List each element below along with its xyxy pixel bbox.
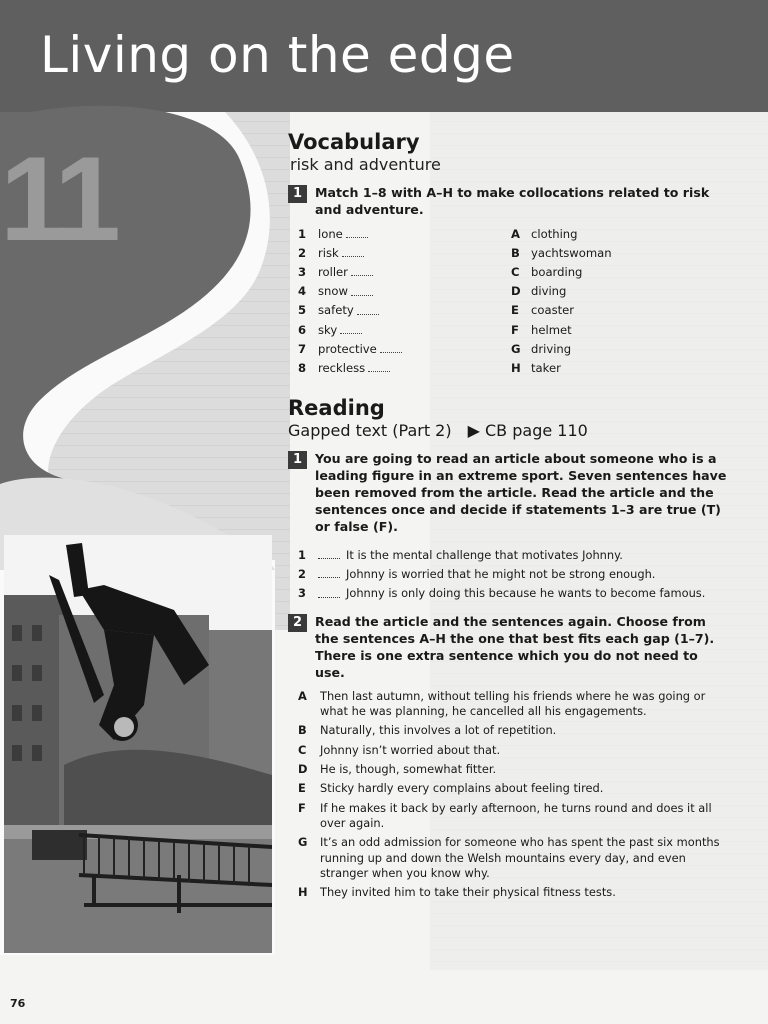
statement-item: 1 It is the mental challenge that motivates Johnny. bbox=[298, 547, 623, 562]
task-number-box: 1 bbox=[288, 185, 307, 203]
chapter-title: Living on the edge bbox=[40, 26, 515, 84]
match-right-item: H taker bbox=[511, 360, 561, 375]
match-left-item: 1 lone bbox=[298, 224, 402, 243]
answer-blank[interactable] bbox=[318, 569, 340, 578]
match-left-item: 6 sky bbox=[298, 320, 402, 339]
photo-backflip-street bbox=[4, 535, 272, 953]
option-item: B Naturally, this involves a lot of repetition. bbox=[298, 723, 557, 738]
match-left-item: 3 roller bbox=[298, 262, 402, 281]
sentence-options bbox=[298, 689, 728, 901]
collocation-matching bbox=[288, 224, 728, 382]
task-number-box: 1 bbox=[288, 451, 307, 469]
answer-blank[interactable] bbox=[318, 589, 340, 598]
true-false-statements bbox=[298, 545, 728, 603]
statement-item: 2 Johnny is worried that he might not be strong enough. bbox=[298, 566, 656, 581]
answer-blank[interactable] bbox=[318, 550, 340, 559]
exercise-content bbox=[288, 130, 728, 904]
match-left-item: 8 reckless bbox=[298, 358, 402, 377]
match-right-item: C boarding bbox=[511, 264, 583, 279]
option-item: F If he makes it back by early afternoon, he turns round and does it all over again. bbox=[298, 800, 712, 830]
answer-blank[interactable] bbox=[351, 267, 373, 276]
match-right-item: A clothing bbox=[511, 226, 578, 241]
match-left-item: 5 safety bbox=[298, 301, 402, 320]
match-right-item: B yachtswoman bbox=[511, 245, 612, 260]
chapter-number: 11 bbox=[0, 132, 115, 266]
match-right-item: F helmet bbox=[511, 322, 572, 337]
answer-blank[interactable] bbox=[340, 325, 362, 334]
reading-heading: Reading bbox=[288, 396, 385, 420]
answer-blank[interactable] bbox=[346, 229, 368, 238]
answer-blank[interactable] bbox=[351, 287, 373, 296]
task-instruction: You are going to read an article about someone who is a leading figure in an extreme sport. Seven sentences have been removed from the article. Read the article and the sentences once and decide if statements 1–3 are true (T) or false (F). bbox=[315, 451, 727, 534]
answer-blank[interactable] bbox=[380, 344, 402, 353]
coursebook-page-reference: ▶ CB page 110 bbox=[467, 421, 588, 440]
option-item: G It’s an odd admission for someone who has spent the past six months running up and down the Welsh mountains every day, and even stranger when you know why. bbox=[298, 835, 720, 880]
answer-blank[interactable] bbox=[368, 363, 390, 372]
task-number-box: 2 bbox=[288, 614, 307, 632]
vocabulary-subheading: risk and adventure bbox=[290, 155, 441, 174]
answer-blank[interactable] bbox=[357, 306, 379, 315]
match-right-item: G driving bbox=[511, 341, 572, 356]
option-item: D He is, though, somewhat fitter. bbox=[298, 762, 497, 777]
match-left-item: 7 protective bbox=[298, 339, 402, 358]
reading-subheading-row bbox=[288, 421, 728, 440]
statement-item: 3 Johnny is only doing this because he wants to become famous. bbox=[298, 586, 706, 601]
match-right-item: E coaster bbox=[511, 303, 575, 318]
match-left-item: 4 snow bbox=[298, 282, 402, 301]
option-item: E Sticky hardly every complains about feeling tired. bbox=[298, 781, 604, 796]
option-item: A Then last autumn, without telling his friends where he was going or what he was planning, he cancelled all his engagements. bbox=[298, 688, 706, 719]
task-instruction: Read the article and the sentences again. Choose from the sentences A–H the one that best fits each gap (1–7). There is one extra sentence which you do not need to use. bbox=[315, 613, 715, 680]
answer-blank[interactable] bbox=[342, 248, 364, 257]
task-instruction: Match 1–8 with A–H to make collocations related to risk and adventure. bbox=[315, 185, 710, 217]
reading-subheading: Gapped text (Part 2) bbox=[288, 421, 452, 440]
option-item: H They invited him to take their physical fitness tests. bbox=[298, 885, 616, 900]
option-item: C Johnny isn’t worried about that. bbox=[298, 742, 501, 757]
reading-task-2 bbox=[288, 613, 728, 681]
match-right-item: D diving bbox=[511, 284, 567, 299]
vocabulary-heading: Vocabulary bbox=[288, 130, 420, 154]
page-number: 76 bbox=[10, 997, 26, 1010]
matching-left-column bbox=[298, 224, 402, 378]
match-left-item: 2 risk bbox=[298, 243, 402, 262]
vocab-task-1 bbox=[288, 184, 728, 218]
matching-right-column bbox=[511, 224, 612, 378]
reading-task-1 bbox=[288, 450, 728, 535]
